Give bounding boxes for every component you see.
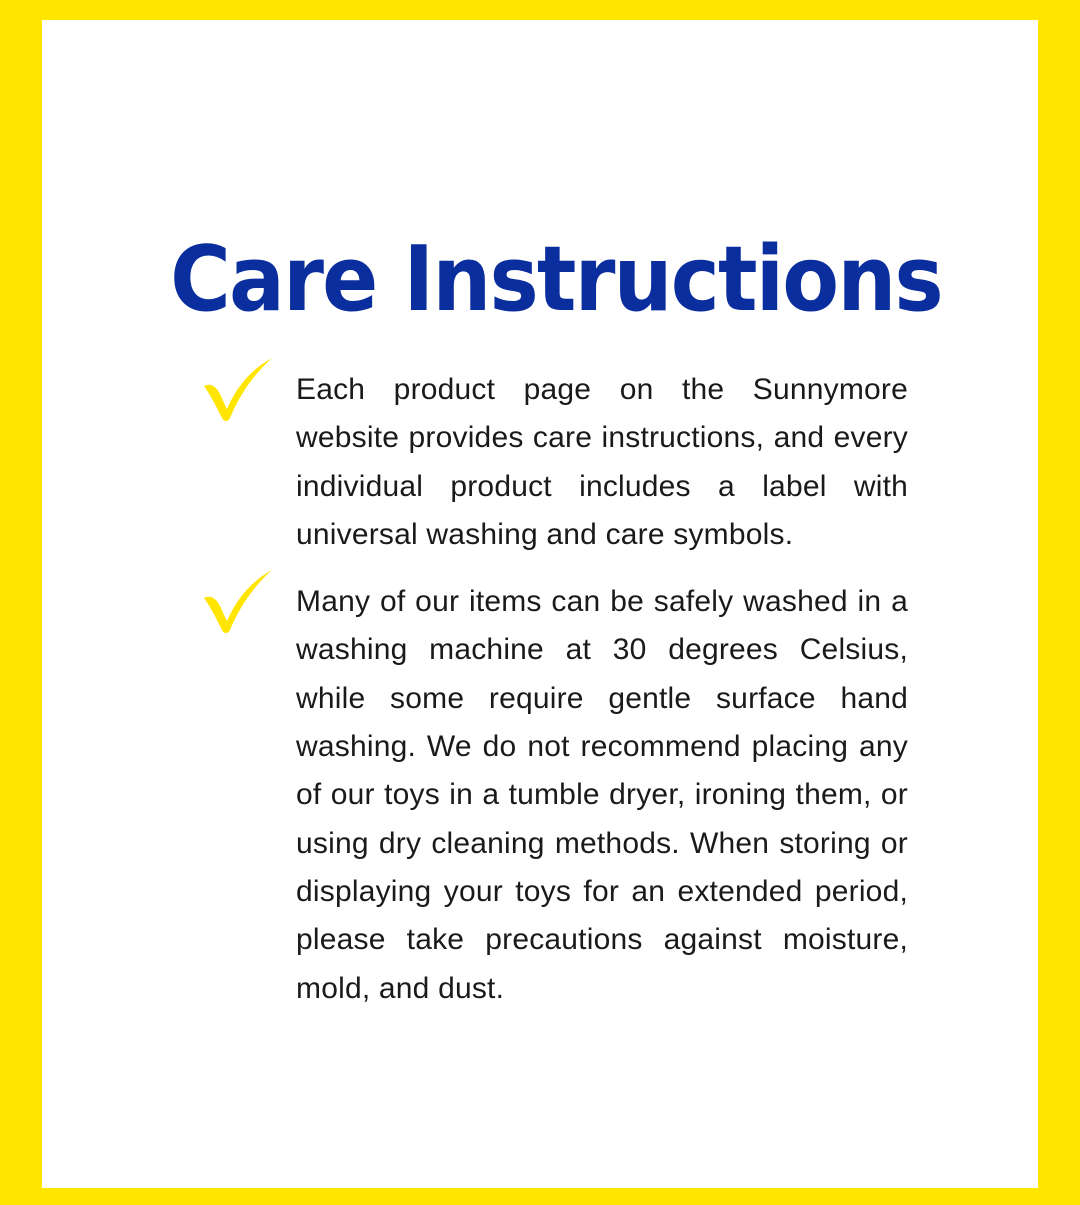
list-item (194, 578, 974, 1013)
page-title: Care Instructions (170, 227, 942, 333)
checkmark-icon (202, 356, 274, 422)
instruction-text: Many of our items can be safely washed in a washing machine at 30 degrees Celsius, while some require gentle surface hand washing. We do not recommend placing any of our toys in a tumble dryer, ironing them, or using dry cleaning methods. When storing or displaying your toys for an extended period, please take precautions against moisture, mold, and dust. (296, 585, 908, 1005)
checkmark-icon (202, 568, 274, 634)
instruction-list (194, 366, 974, 1032)
instruction-text: Each product page on the Sunnymore website provides care instructions, and every individual product includes a label with universal washing and care symbols. (296, 373, 908, 551)
list-item (194, 366, 974, 559)
content-card (42, 20, 1038, 1188)
